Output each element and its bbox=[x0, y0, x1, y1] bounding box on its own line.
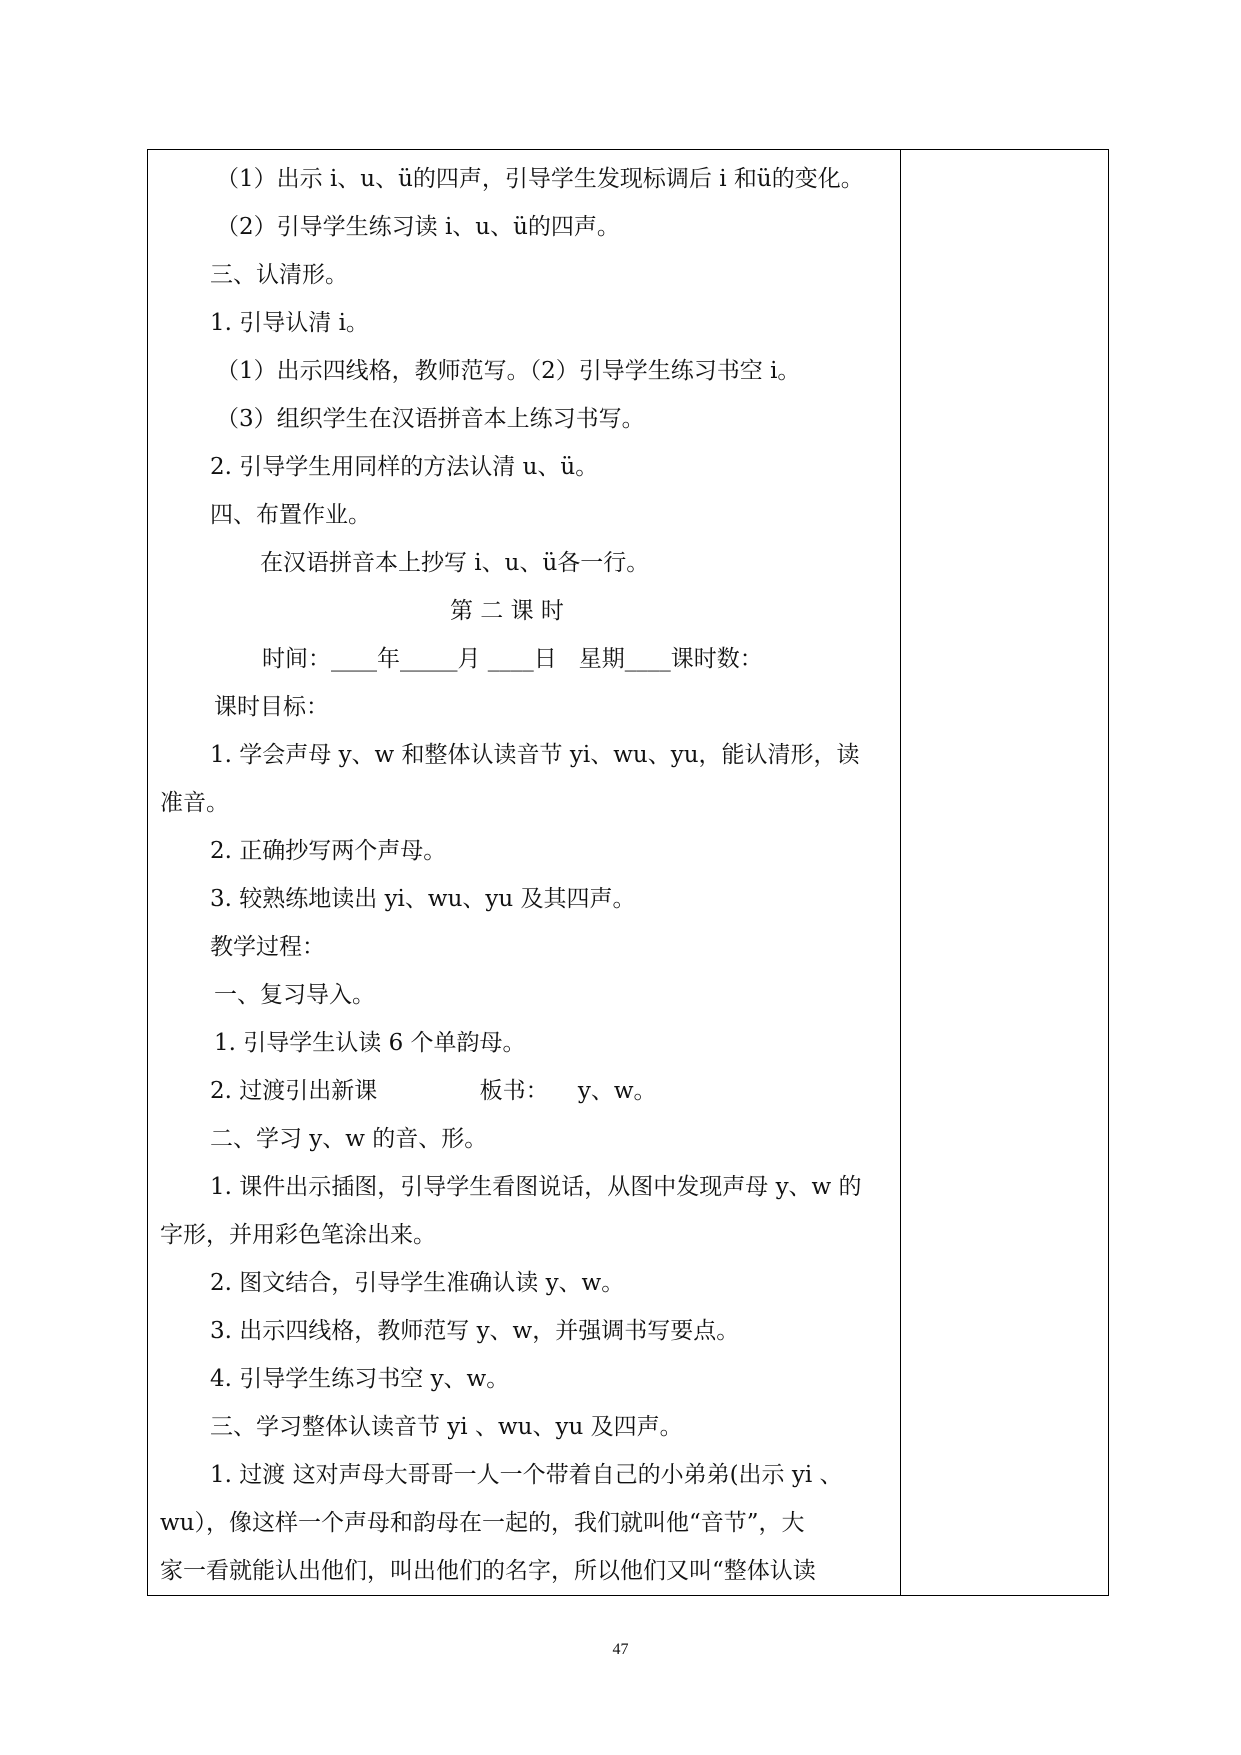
text-line: （1）出示四线格，教师范写。（2）引导学生练习书空 i。 bbox=[216, 358, 801, 384]
text-line: 三、认清形。 bbox=[210, 262, 348, 288]
text-line: 三、学习整体认读音节 yi 、wu、yu 及四声。 bbox=[210, 1414, 683, 1440]
text-line: 4. 引导学生练习书空 y、w。 bbox=[210, 1366, 510, 1392]
text-line: （2）引导学生练习读 i、u、ü的四声。 bbox=[216, 214, 620, 240]
text-line: 二、学习 y、w 的音、形。 bbox=[210, 1126, 488, 1152]
text-line: wu），像这样一个声母和韵母在一起的，我们就叫他“音节”，大 bbox=[160, 1510, 805, 1536]
text-line: 四、布置作业。 bbox=[210, 502, 371, 528]
page-number: 47 bbox=[612, 1641, 629, 1658]
section-heading: 第 二 课 时 bbox=[450, 598, 564, 624]
time-line: 时间：____年_____月 ____日 星期____课时数： bbox=[262, 646, 763, 672]
text-line: 字形，并用彩色笔涂出来。 bbox=[160, 1222, 436, 1248]
text-line: 2. 过渡引出新课 板书： y、w。 bbox=[210, 1078, 657, 1104]
text-line: 1. 引导认清 i。 bbox=[210, 310, 369, 336]
text-line: 在汉语拼音本上抄写 i、u、ü各一行。 bbox=[260, 550, 650, 576]
notes-cell bbox=[901, 150, 1108, 1595]
text-line: 准音。 bbox=[160, 790, 229, 816]
text-line: 1. 引导学生认读 6 个单韵母。 bbox=[214, 1030, 526, 1056]
text-line: 3. 较熟练地读出 yi、wu、yu 及其四声。 bbox=[210, 886, 636, 912]
text-line: （3）组织学生在汉语拼音本上练习书写。 bbox=[216, 406, 645, 432]
text-line: 2. 引导学生用同样的方法认清 u、ü。 bbox=[210, 454, 599, 480]
text-line: 一、复习导入。 bbox=[214, 982, 375, 1008]
text-line: （1）出示 i、u、ü的四声，引导学生发现标调后 i 和ü的变化。 bbox=[216, 166, 864, 192]
text-line: 1. 过渡 这对声母大哥哥一人一个带着自己的小弟弟(出示 yi 、 bbox=[210, 1462, 843, 1488]
text-line: 1. 课件出示插图，引导学生看图说话，从图中发现声母 y、w 的 bbox=[210, 1174, 862, 1200]
main-content-cell bbox=[148, 150, 900, 1595]
text-line: 3. 出示四线格，教师范写 y、w，并强调书写要点。 bbox=[210, 1318, 740, 1344]
text-line: 教学过程： bbox=[210, 934, 325, 960]
text-line: 课时目标： bbox=[214, 694, 329, 720]
text-line: 2. 图文结合，引导学生准确认读 y、w。 bbox=[210, 1270, 625, 1296]
lesson-plan-table bbox=[147, 149, 1109, 1596]
text-line: 1. 学会声母 y、w 和整体认读音节 yi、wu、yu，能认清形，读 bbox=[210, 742, 860, 768]
text-line: 家一看就能认出他们，叫出他们的名字，所以他们又叫“整体认读 bbox=[160, 1558, 816, 1584]
text-line: 2. 正确抄写两个声母。 bbox=[210, 838, 447, 864]
